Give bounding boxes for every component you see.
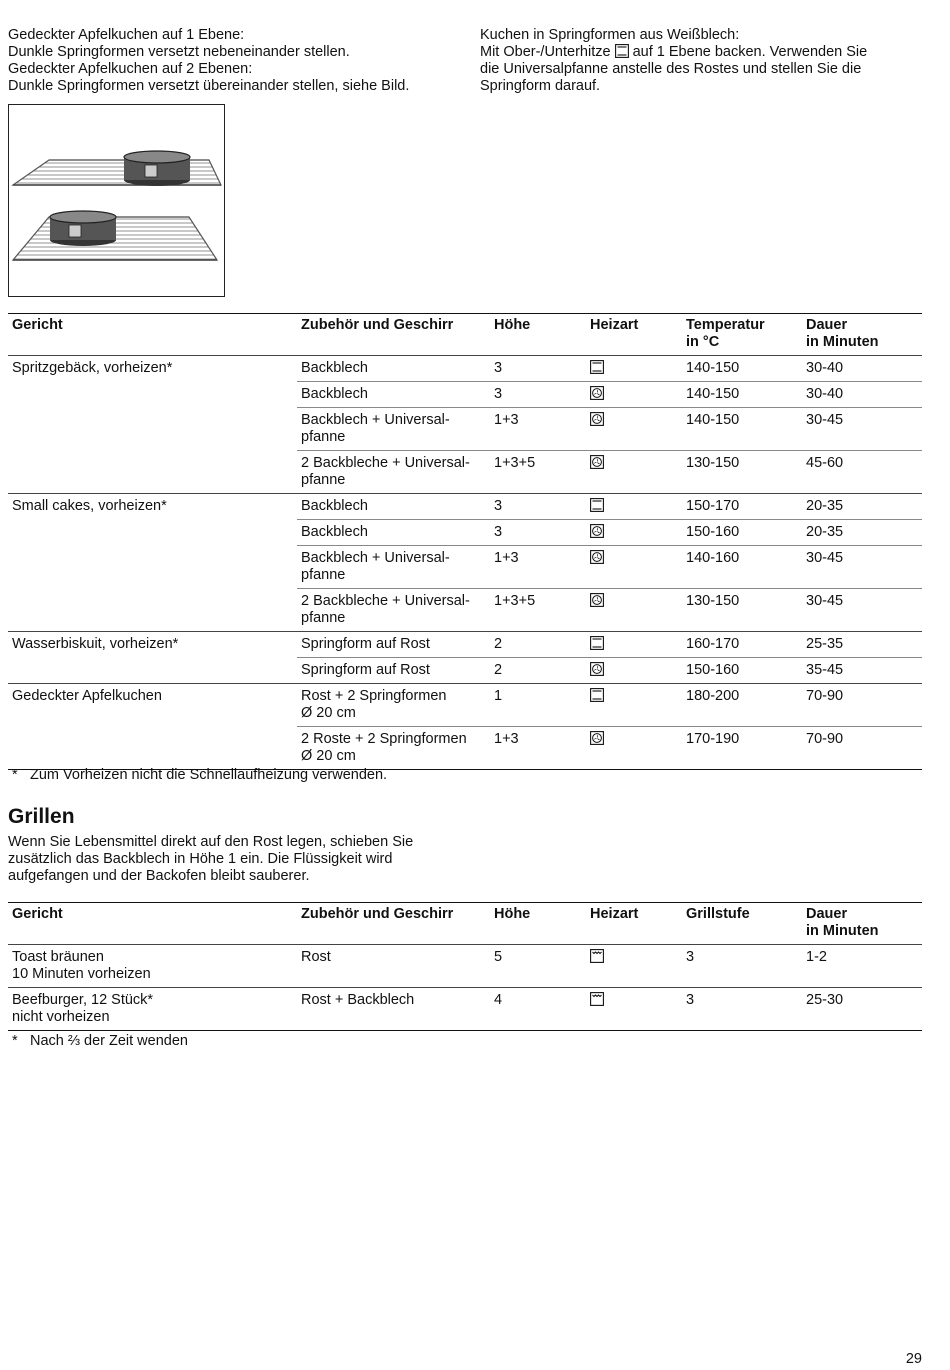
cell-level: 1 — [490, 684, 586, 727]
cell-dish — [8, 382, 297, 408]
cell-dish: Wasserbiskuit, vorheizen* — [8, 632, 297, 658]
top-bottom-heat-icon — [590, 688, 604, 702]
cell-temperature: 170-190 — [682, 727, 802, 770]
table-row — [8, 632, 922, 658]
accessory-line: Ø 20 cm — [301, 705, 356, 721]
accessory-line: Backblech + Universal- — [301, 550, 450, 566]
cell-dish: Spritzgebäck, vorheizen* — [8, 356, 297, 382]
cell-accessory — [297, 684, 490, 727]
cell-temperature: 140-150 — [682, 382, 802, 408]
footnote-text: Nach ⅔ der Zeit wenden — [30, 1033, 188, 1049]
cell-duration: 30-45 — [802, 408, 922, 451]
intro-fragment: Mit Ober-/Unterhitze — [480, 44, 611, 60]
cell-duration: 30-45 — [802, 589, 922, 632]
cell-accessory — [297, 632, 490, 658]
grill-footnote — [8, 1033, 188, 1050]
cell-temperature: 140-150 — [682, 356, 802, 382]
intro-line — [480, 44, 920, 61]
cell-level: 3 — [490, 494, 586, 520]
col-header-heating: Heizart — [586, 314, 682, 356]
cell-heating — [586, 658, 682, 684]
cell-level: 3 — [490, 382, 586, 408]
intro-left-text — [8, 27, 468, 95]
cell-temperature: 160-170 — [682, 632, 802, 658]
cell-heating — [586, 520, 682, 546]
cell-duration: 30-40 — [802, 356, 922, 382]
cell-duration: 20-35 — [802, 494, 922, 520]
dish-line: Beefburger, 12 Stück* — [12, 992, 154, 1008]
cell-dish — [8, 988, 297, 1031]
accessory-line: pfanne — [301, 610, 346, 626]
cell-level: 5 — [490, 945, 586, 988]
accessory-line: 2 Roste + 2 Springformen — [301, 731, 467, 747]
hot-air-icon — [590, 593, 604, 607]
header-line: Dauer — [806, 906, 848, 922]
cell-temperature: 180-200 — [682, 684, 802, 727]
page-number: 29 — [905, 1351, 922, 1367]
cell-heating — [586, 632, 682, 658]
cell-level: 2 — [490, 632, 586, 658]
footnote-text: Zum Vorheizen nicht die Schnellaufheizung verwenden. — [30, 767, 388, 783]
grill-table — [8, 902, 922, 1031]
cell-heating — [586, 589, 682, 632]
cell-accessory — [297, 382, 490, 408]
table-row — [8, 658, 922, 684]
baking-table — [8, 313, 922, 770]
cell-duration: 35-45 — [802, 658, 922, 684]
table-row — [8, 589, 922, 632]
cell-dish — [8, 546, 297, 589]
baking-footnote — [8, 767, 387, 784]
cell-temperature: 150-160 — [682, 658, 802, 684]
intro-line: Gedeckter Apfelkuchen auf 2 Ebenen: — [8, 61, 253, 77]
accessory-line: pfanne — [301, 429, 346, 445]
hot-air-icon — [590, 550, 604, 564]
cell-accessory — [297, 727, 490, 770]
cell-heating — [586, 382, 682, 408]
cell-dish — [8, 727, 297, 770]
cell-heating — [586, 546, 682, 589]
cell-level: 1+3+5 — [490, 589, 586, 632]
cell-level: 3 — [490, 520, 586, 546]
col-header-grill-level: Grillstufe — [682, 903, 802, 945]
cell-dish — [8, 589, 297, 632]
cell-accessory: Rost + Backblech — [297, 988, 490, 1031]
intro-line: aufgefangen und der Backofen bleibt sauberer. — [8, 868, 310, 884]
grill-intro-text — [8, 834, 468, 885]
table-row — [8, 727, 922, 770]
section-title: Grillen — [8, 805, 75, 828]
table-row — [8, 945, 922, 988]
cell-duration: 20-35 — [802, 520, 922, 546]
hot-air-icon — [590, 662, 604, 676]
header-line: Temperatur — [686, 317, 765, 333]
cell-dish: Small cakes, vorheizen* — [8, 494, 297, 520]
cell-temperature: 150-170 — [682, 494, 802, 520]
cell-duration: 30-40 — [802, 382, 922, 408]
header-line: Dauer — [806, 317, 848, 333]
accessory-line: 2 Backbleche + Universal- — [301, 593, 470, 609]
header-line: in Minuten — [806, 334, 879, 350]
cell-accessory — [297, 589, 490, 632]
cell-heating — [586, 945, 682, 988]
grill-icon — [590, 992, 604, 1006]
hot-air-icon — [590, 731, 604, 745]
col-header-accessory: Zubehör und Geschirr — [297, 903, 490, 945]
top-bottom-heat-icon — [590, 360, 604, 374]
cell-duration: 70-90 — [802, 684, 922, 727]
dish-line: nicht vorheizen — [12, 1009, 110, 1025]
col-header-temperature — [682, 314, 802, 356]
cell-heating — [586, 727, 682, 770]
footnote-star: * — [12, 1033, 18, 1049]
cell-accessory: Rost — [297, 945, 490, 988]
hot-air-icon — [590, 524, 604, 538]
cell-level: 1+3 — [490, 727, 586, 770]
dish-line: 10 Minuten vorheizen — [12, 966, 151, 982]
accessory-line: Backblech + Universal- — [301, 412, 450, 428]
accessory-line: Ø 20 cm — [301, 748, 356, 764]
cell-dish — [8, 451, 297, 494]
grill-icon — [590, 949, 604, 963]
accessory-line: 2 Backbleche + Universal- — [301, 455, 470, 471]
col-header-level: Höhe — [490, 903, 586, 945]
top-bottom-heat-icon — [590, 498, 604, 512]
table-row — [8, 494, 922, 520]
col-header-dish: Gericht — [8, 314, 297, 356]
cell-temperature: 150-160 — [682, 520, 802, 546]
cell-accessory — [297, 494, 490, 520]
dish-line: Toast bräunen — [12, 949, 104, 965]
accessory-line: Backblech — [301, 524, 368, 540]
table-row — [8, 408, 922, 451]
cell-duration: 30-45 — [802, 546, 922, 589]
cell-dish — [8, 945, 297, 988]
intro-fragment: auf 1 Ebene backen. Verwenden Sie — [632, 44, 868, 60]
accessory-line: Backblech — [301, 498, 368, 514]
cell-temperature: 140-160 — [682, 546, 802, 589]
table-row — [8, 988, 922, 1031]
intro-line: Springform darauf. — [480, 78, 601, 94]
hot-air-icon — [590, 455, 604, 469]
col-header-heating: Heizart — [586, 903, 682, 945]
accessory-line: Springform auf Rost — [301, 662, 430, 678]
table-header-row — [8, 903, 922, 945]
intro-line: Dunkle Springformen versetzt nebeneinander stellen. — [8, 44, 350, 60]
intro-line: Wenn Sie Lebensmittel direkt auf den Rost legen, schieben Sie — [8, 834, 414, 850]
cell-dish: Gedeckter Apfelkuchen — [8, 684, 297, 727]
col-header-dish: Gericht — [8, 903, 297, 945]
cell-grill-level: 3 — [682, 988, 802, 1031]
table-row — [8, 356, 922, 382]
intro-line: die Universalpfanne anstelle des Rostes und stellen Sie die — [480, 61, 862, 77]
header-line: in Minuten — [806, 923, 879, 939]
cell-accessory — [297, 546, 490, 589]
col-header-duration — [802, 314, 922, 356]
cell-accessory — [297, 451, 490, 494]
springform-illustration — [8, 104, 225, 297]
col-header-level: Höhe — [490, 314, 586, 356]
accessory-line: pfanne — [301, 567, 346, 583]
table-row — [8, 382, 922, 408]
cell-level: 1+3 — [490, 546, 586, 589]
cell-level: 2 — [490, 658, 586, 684]
cell-dish — [8, 520, 297, 546]
cell-level: 3 — [490, 356, 586, 382]
footnote-star: * — [12, 767, 18, 783]
accessory-line: pfanne — [301, 472, 346, 488]
cell-grill-level: 3 — [682, 945, 802, 988]
cell-temperature: 140-150 — [682, 408, 802, 451]
cell-heating — [586, 684, 682, 727]
accessory-line: Rost + 2 Springformen — [301, 688, 447, 704]
intro-right-text — [480, 27, 920, 95]
cell-duration: 25-35 — [802, 632, 922, 658]
cell-duration: 70-90 — [802, 727, 922, 770]
intro-line: zusätzlich das Backblech in Höhe 1 ein. Die Flüssigkeit wird — [8, 851, 393, 867]
cell-accessory — [297, 408, 490, 451]
accessory-line: Backblech — [301, 360, 368, 376]
cell-temperature: 130-150 — [682, 451, 802, 494]
intro-line: Gedeckter Apfelkuchen auf 1 Ebene: — [8, 27, 245, 43]
top-bottom-heat-icon — [615, 44, 629, 58]
cell-duration: 45-60 — [802, 451, 922, 494]
intro-line: Kuchen in Springformen aus Weißblech: — [480, 27, 740, 43]
table-row — [8, 546, 922, 589]
cell-duration: 1-2 — [802, 945, 922, 988]
table-row — [8, 520, 922, 546]
intro-line: Dunkle Springformen versetzt übereinander stellen, siehe Bild. — [8, 78, 410, 94]
cell-heating — [586, 356, 682, 382]
cell-accessory — [297, 356, 490, 382]
cell-heating — [586, 451, 682, 494]
hot-air-icon — [590, 412, 604, 426]
col-header-duration — [802, 903, 922, 945]
cell-dish — [8, 658, 297, 684]
cell-level: 1+3+5 — [490, 451, 586, 494]
top-bottom-heat-icon — [590, 636, 604, 650]
cell-heating — [586, 494, 682, 520]
cell-dish — [8, 408, 297, 451]
cell-duration: 25-30 — [802, 988, 922, 1031]
cell-level: 1+3 — [490, 408, 586, 451]
accessory-line: Springform auf Rost — [301, 636, 430, 652]
col-header-accessory: Zubehör und Geschirr — [297, 314, 490, 356]
table-row — [8, 684, 922, 727]
table-header-row — [8, 314, 922, 356]
cell-accessory — [297, 658, 490, 684]
cell-heating — [586, 408, 682, 451]
cell-accessory — [297, 520, 490, 546]
cell-level: 4 — [490, 988, 586, 1031]
header-line: in °C — [686, 334, 720, 350]
cell-temperature: 130-150 — [682, 589, 802, 632]
cell-heating — [586, 988, 682, 1031]
table-row — [8, 451, 922, 494]
accessory-line: Backblech — [301, 386, 368, 402]
hot-air-icon — [590, 386, 604, 400]
